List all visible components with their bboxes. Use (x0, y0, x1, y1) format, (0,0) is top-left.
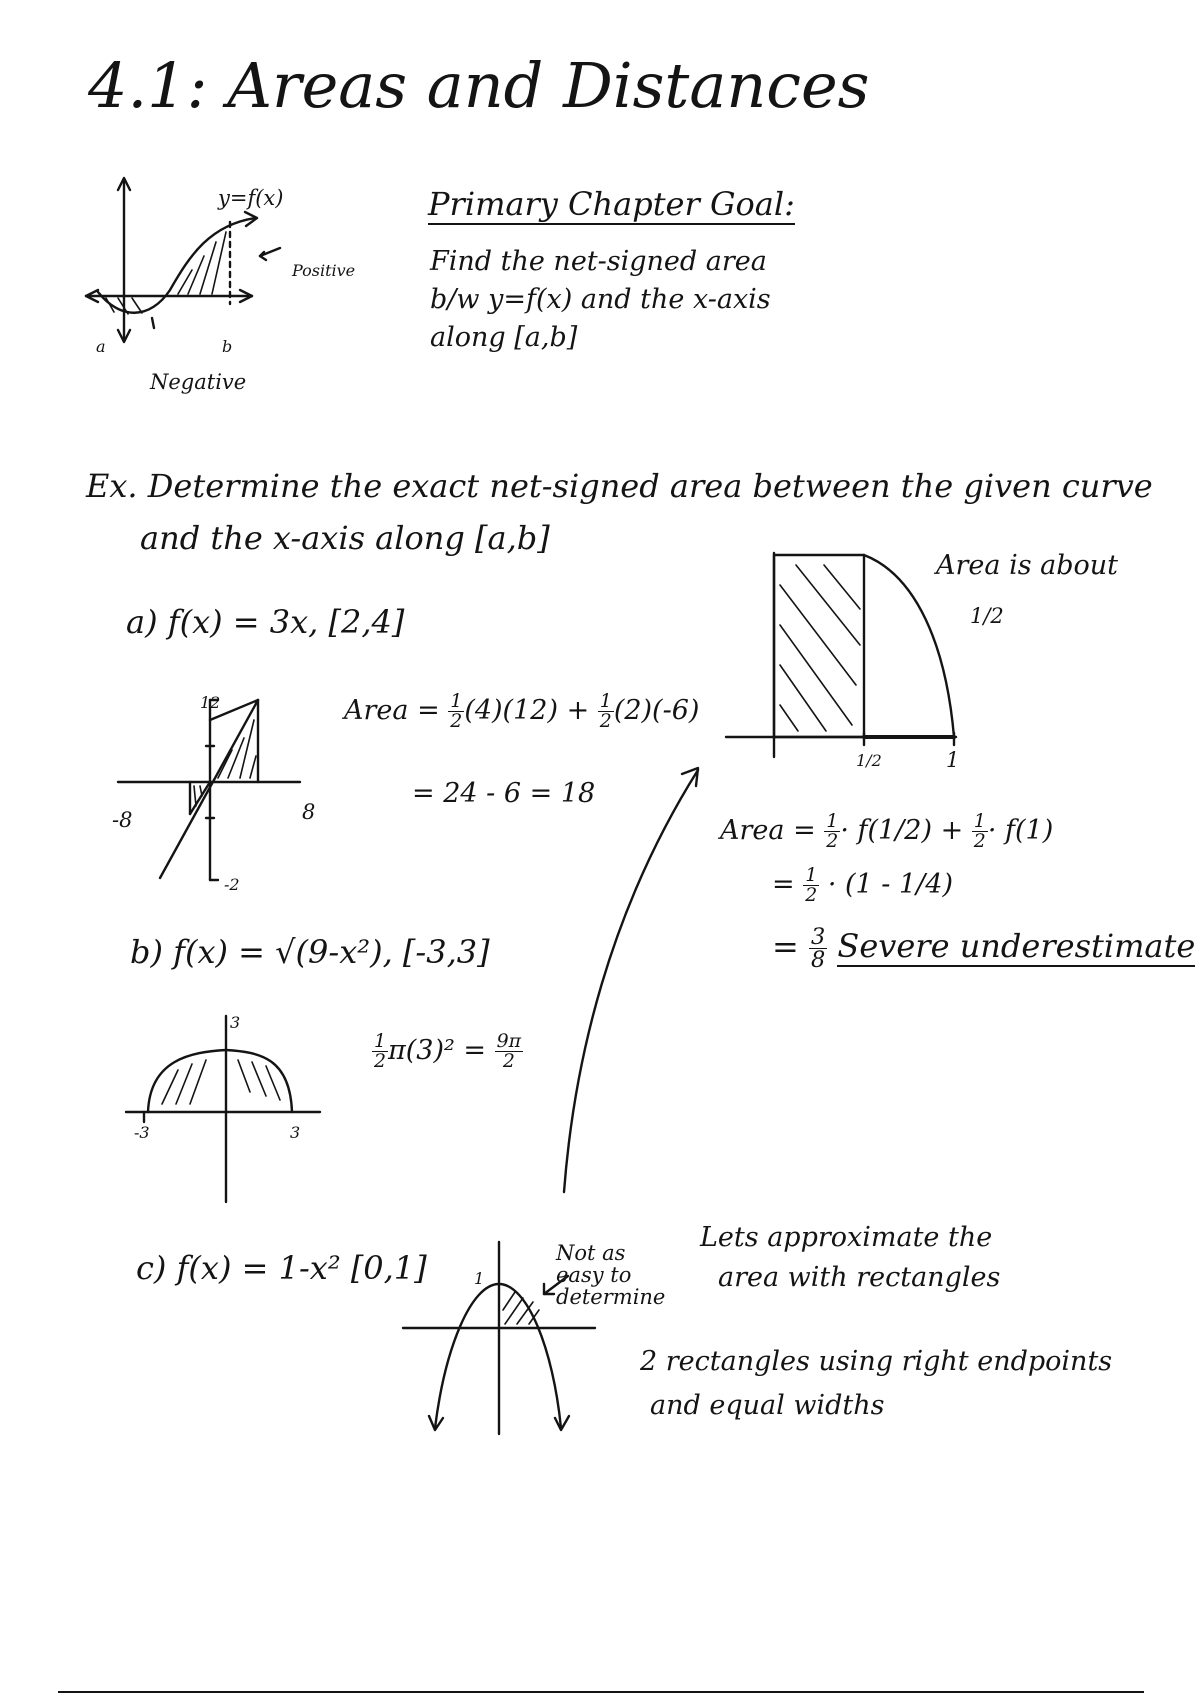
goal-line-2: b/w y=f(x) and the x-axis (430, 284, 771, 315)
part-c-note-rect-2: and equal widths (650, 1390, 885, 1421)
b-label: b (222, 337, 233, 356)
page-title: 4.1: Areas and Distances (88, 49, 870, 122)
area-about-value: 1/2 (970, 604, 1004, 628)
approx-calc-1-half-1-den: 2 (826, 829, 839, 852)
approx-calc-2-expr: (1 - 1/4) (845, 868, 953, 900)
part-a-half-1-num: 1 (450, 690, 463, 712)
part-c-note-arrow (538, 1272, 578, 1302)
part-a-half-2-den: 2 (599, 709, 612, 732)
part-b-half-num: 1 (374, 1030, 387, 1052)
part-a-half-1-den: 2 (450, 709, 463, 732)
part-b-tick-left: -3 (134, 1123, 150, 1142)
approx-calc-1-end: · f(1) (987, 814, 1054, 846)
long-arrow (550, 760, 710, 1200)
part-a-tick-bottom: -2 (224, 875, 240, 894)
part-b-half (372, 1032, 388, 1071)
negative-label: Negative (150, 370, 247, 394)
approx-calc-1-half-2 (972, 812, 988, 851)
example-line-2: and the x-axis along [a,b] (140, 519, 550, 557)
part-b-area-den: 2 (502, 1049, 515, 1072)
approx-calc-3-den: 8 (810, 947, 826, 974)
approx-calc-1-half-2-num: 1 (973, 810, 986, 832)
curve-label: y=f(x) (218, 186, 284, 210)
approx-calc-3: = $\frac{3}{8}$ Severe underestimate (772, 924, 1196, 974)
part-a-tick-right: 8 (302, 800, 316, 824)
approx-tick-one: 1 (946, 748, 960, 772)
approx-conclusion: Severe underestimate (837, 927, 1196, 966)
part-a-area (344, 692, 699, 731)
part-a-tick-left: -8 (112, 808, 133, 832)
part-c-note-rect-1: 2 rectangles using right endpoints (640, 1346, 1113, 1377)
part-c-label: c) f(x) = 1-x² [0,1] (136, 1249, 427, 1287)
part-c-note-approx-1: Lets approximate the (700, 1222, 993, 1253)
approx-calc-2-half-num: 1 (805, 864, 818, 886)
part-a-label: a) f(x) = 3x, [2,4] (126, 603, 405, 641)
approx-calc-2-half (803, 866, 819, 905)
goal-heading: Primary Chapter Goal: (428, 185, 795, 223)
part-a-tick-top: 12 (200, 693, 221, 712)
approx-calc-2: = $\frac{1}{2}$ · (1 - 1/4) (772, 864, 953, 906)
part-a-graph (110, 690, 310, 890)
bottom-rule (58, 1691, 1144, 1693)
approx-calc-3-num: 3 (810, 924, 826, 950)
part-a-area-prefix: Area = (344, 694, 449, 726)
a-label: a (96, 337, 106, 356)
example-line-1: Ex. Determine the exact net-signed area between the given curve (86, 467, 1153, 505)
part-a-term-2: (2)(-6) (613, 694, 700, 726)
part-b-label: b) f(x) = √(9-x²), [-3,3] (130, 933, 490, 971)
approx-calc-1-prefix: Area = (720, 814, 816, 846)
area-about-label: Area is about (936, 550, 1119, 581)
part-b-area (372, 1032, 523, 1071)
part-c-tick-top: 1 (474, 1269, 485, 1288)
part-b-area-lhs: π(3)² = (388, 1034, 487, 1066)
part-a-half-1 (448, 692, 464, 731)
part-b-area-frac (495, 1032, 523, 1071)
part-a-half-2 (598, 692, 614, 731)
part-a-term-1: (4)(12) + (464, 694, 590, 726)
approx-tick-half: 1/2 (856, 751, 882, 770)
approx-calc-3-frac (809, 926, 827, 972)
part-b-half-den: 2 (374, 1049, 387, 1072)
approx-graph (726, 545, 966, 775)
part-c-note-approx-2: area with rectangles (718, 1262, 1001, 1293)
part-a-half-2-num: 1 (599, 690, 612, 712)
goal-line-3: along [a,b] (430, 322, 578, 353)
part-b-tick-top: 3 (230, 1013, 241, 1032)
approx-calc-1-half-1 (824, 812, 840, 851)
positive-label: Positive (292, 261, 356, 280)
part-b-area-num: 9π (496, 1030, 522, 1052)
part-c-note-hard: Not as easy to determine (556, 1241, 666, 1310)
part-b-tick-right: 3 (290, 1123, 301, 1142)
goal-line-1: Find the net-signed area (430, 246, 767, 277)
approx-calc-1-half-1-num: 1 (826, 810, 839, 832)
approx-calc-1-half-2-den: 2 (973, 829, 986, 852)
approx-calc-1-mid: · f(1/2) + (840, 814, 964, 846)
part-b-graph (120, 1010, 320, 1210)
approx-calc-1 (720, 812, 1053, 851)
part-a-result: = 24 - 6 = 18 (412, 778, 596, 809)
approx-calc-2-half-den: 2 (805, 883, 818, 906)
